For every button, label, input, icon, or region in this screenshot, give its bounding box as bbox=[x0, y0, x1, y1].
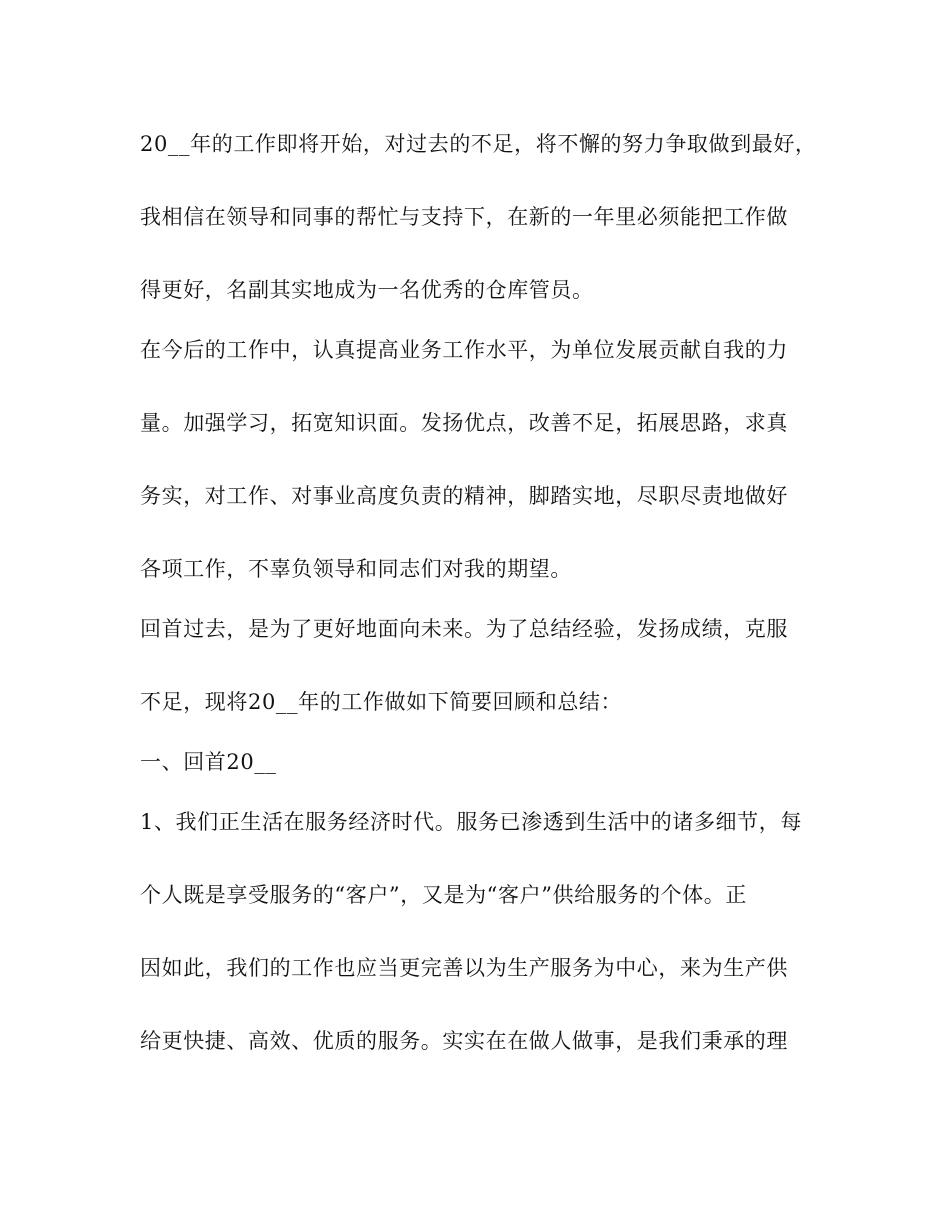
text-line: 务实，对工作、对事业高度负责的精神，脚踏实地，尽职尽责地做好 bbox=[140, 484, 788, 508]
text-line: 20__年的工作即将开始，对过去的不足，将不懈的努力争取做到最好， bbox=[140, 132, 817, 156]
text-line: 各项工作，不辜负领导和同志们对我的期望。 bbox=[140, 557, 572, 581]
text-line: 在今后的工作中，认真提高业务工作水平，为单位发展贡献自我的力 bbox=[140, 338, 788, 362]
text-line: 个人既是享受服务的“客户”，又是为“客户”供给服务的个体。正 bbox=[140, 883, 747, 907]
text-line: 量。加强学习，拓宽知识面。发扬优点，改善不足，拓展思路，求真 bbox=[140, 411, 788, 435]
text-line: 给更快捷、高效、优质的服务。实实在在做人做事，是我们秉承的理 bbox=[140, 1029, 788, 1053]
text-line: 不足，现将20__年的工作做如下简要回顾和总结： bbox=[140, 690, 623, 714]
text-line: 因如此，我们的工作也应当更完善以为生产服务为中心，来为生产供 bbox=[140, 956, 788, 980]
text-line: 回首过去，是为了更好地面向未来。为了总结经验，发扬成绩，克服 bbox=[140, 617, 788, 641]
text-line: 得更好，名副其实地成为一名优秀的仓库管员。 bbox=[140, 278, 594, 302]
text-line: 我相信在领导和同事的帮忙与支持下，在新的一年里必须能把工作做 bbox=[140, 205, 788, 229]
text-line: 1、我们正生活在服务经济时代。服务已渗透到生活中的诸多细节，每 bbox=[140, 810, 802, 834]
section-heading: 一、回首20__ bbox=[140, 750, 277, 774]
